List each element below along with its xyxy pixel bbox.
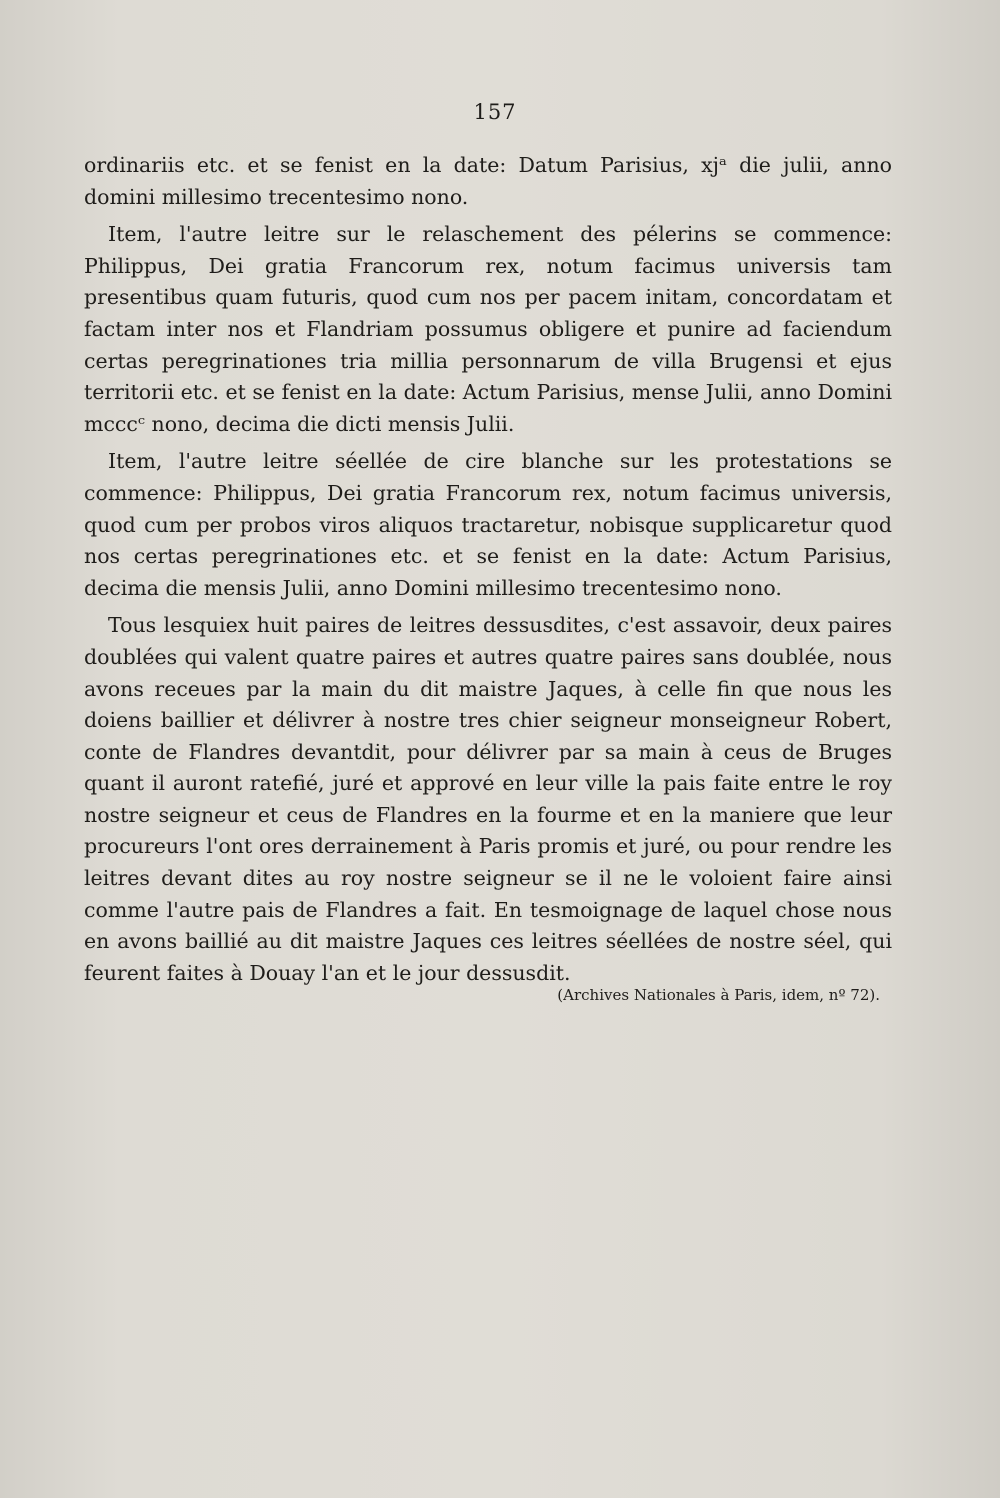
paragraph-eight-pairs: Tous lesquiex huit paires de leitres dessusdites, c'est assavoir, deux paires doublées qui valent quatre paires et autres quatre paires sans doublée, nous avons receues par la main du dit maistre Jaques, à celle fin que nous les doiens baillier et délivrer à nostre tres chier seigneur monseigneur Robert, conte de Flandres devantdit, pour délivrer par sa main à ceus de Bruges quant il auront ratefié, juré et apprové en leur ville la pais faite entre le roy nostre seigneur et ceus de Flandres en la fourme et en la maniere que leur procureurs l'ont ores derrainement à Paris promis et juré, ou pour rendre les leitres devant dites au roy nostre seigneur se il ne le voloient faire ainsi comme l'autre pais de Flandres a fait. En tesmoignage de laquel chose nous en avons baillié au dit maistre Jaques ces leitres séellées de nostre séel, qui feurent faites à Douay l'an et le jour dessusdit.	[84, 613, 892, 985]
paragraph-continuation: ordinariis etc. et se fenist en la date: Datum Parisius, xjᵃ die julii, anno domini millesimo trecentesimo nono.	[84, 153, 892, 209]
body-text	[84, 150, 892, 989]
paragraph-protestations-letter: Item, l'autre leitre séellée de cire blanche sur les protestations se commence: Philippus, Dei gratia Francorum rex, notum facimus universis, quod cum per probos viros aliquos tractaretur, nobisque supplicaretur quod nos certas peregrinationes etc. et se fenist en la date: Actum Parisius, decima die mensis Julii, anno Domini millesimo trecentesimo nono.	[84, 449, 892, 600]
paragraph-relaschement-letter: Item, l'autre leitre sur le relaschement des pélerins se commence: Philippus, Dei gratia Francorum rex, notum facimus universis tam presentibus quam futuris, quod cum nos per pacem initam, concordatam et factam inter nos et Flandriam possumus obligere et punire ad faciendum certas peregrinationes tria millia personnarum de villa Brugensi et ejus territorii etc. et se fenist en la date: Actum Parisius, mense Julii, anno Domini mcccᶜ nono, decima die dicti mensis Julii.	[84, 222, 892, 436]
page-number: 157	[473, 100, 517, 124]
source-citation: (Archives Nationales à Paris, idem, nº 72).	[557, 986, 880, 1004]
